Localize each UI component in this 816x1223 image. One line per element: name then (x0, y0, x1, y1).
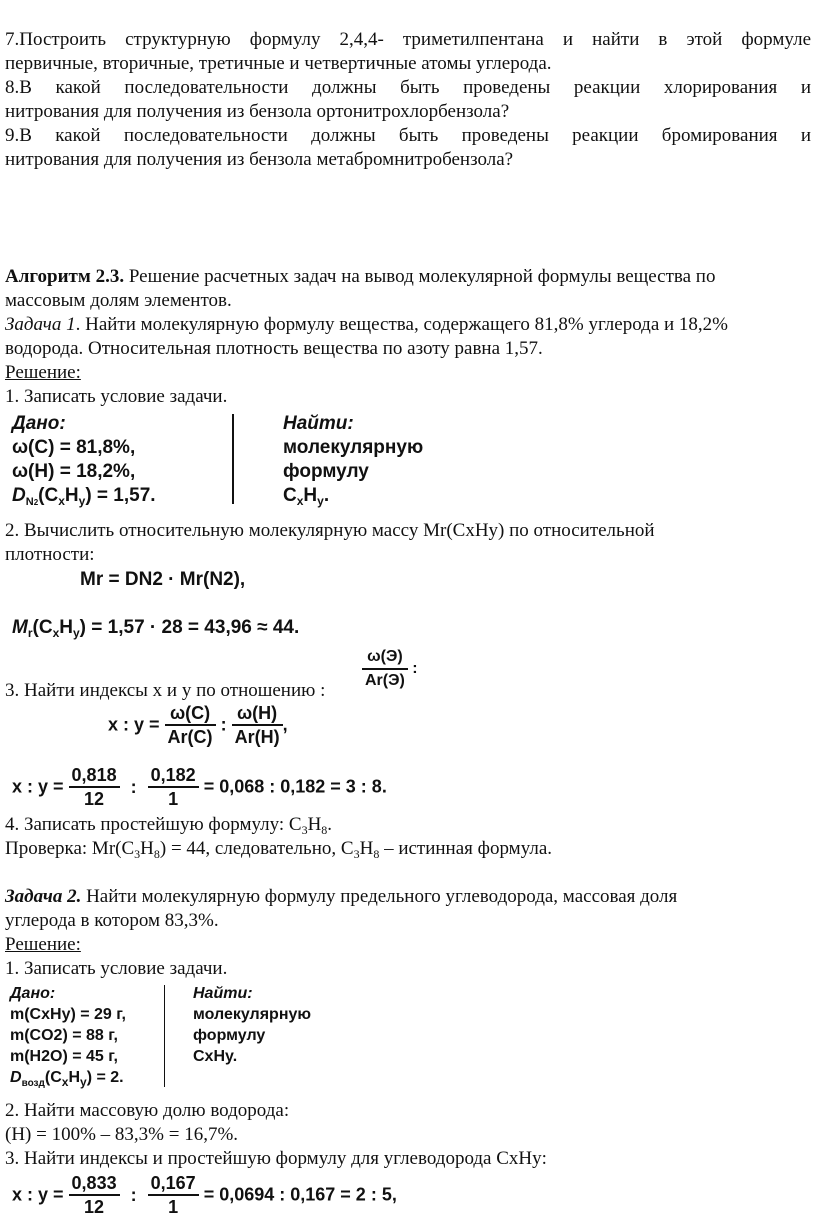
task2-calc-formula: x : y = $\frac{0,833}{12}$ : $\frac{0,167}{1}$ = 0,0694 : 0,167 = 2 : 5, (12, 1173, 397, 1217)
task1-find-2: формулу (283, 461, 369, 482)
task2-text-line1: Найти молекулярную формулу предельного углеводорода, массовая доля (81, 886, 678, 907)
task2-find-2: формулу (193, 1027, 266, 1044)
task1-step2-line2: плотности: (5, 544, 95, 565)
task2-text-line2: углерода в котором 83,3%. (5, 910, 219, 931)
task2-step2: 2. Найти массовую долю водорода: (5, 1100, 290, 1121)
task1-ratio: $\frac{\omega(Э)}{Ar(Э)}$ : (362, 646, 418, 692)
task2-step3: 3. Найти индексы и простейшую формулу для углеводорода CxHy: (5, 1148, 547, 1169)
question-9-line2: нитрования для получения из бензола метабромнитробензола? (5, 149, 514, 170)
task1-calc-formula: x : y = $\frac{0,818}{12}$ : $\frac{0,182}{1}$ = 0,068 : 0,182 = 3 : 8. (12, 765, 387, 809)
task2-statement (5, 885, 677, 909)
task1-given-2: ω(H) = 18,2%, (12, 461, 136, 482)
task1-text-line1: . Найти молекулярную формулу вещества, содержащего 81,8% углерода и 18,2% (75, 314, 728, 335)
task1-step3: 3. Найти индексы x и y по отношению : (5, 680, 326, 701)
task1-given-title: Дано: (12, 413, 66, 434)
task1-formula-mr-calc: $M_r(C_xH_y) = 1,57 \cdot 28 = 43,96 \approx 44$. (12, 617, 300, 640)
task2-divider (164, 985, 165, 1087)
task1-step1: 1. Записать условие задачи. (5, 386, 228, 407)
task1-label: Задача 1 (5, 314, 76, 335)
task2-solution-label: Решение: (5, 934, 81, 955)
task2-find-title: Найти: (193, 985, 253, 1002)
question-8-line1: 8.В какой последовательности должны быть проведены реакции хлорирования и (5, 77, 811, 98)
task1-check: Проверка: $Mr(C_3H_8) = 44$, следовательно, $C_3H_8$ – истинная формула. (5, 838, 553, 861)
algorithm-title-bold: Алгоритм 2.3. (5, 266, 125, 287)
task2-step1: 1. Записать условие задачи. (5, 958, 228, 979)
algorithm-title (5, 265, 715, 289)
task1-xy-formula: x : y = $\frac{\omega(C)}{Ar(C)}$ : $\frac{\omega(H)}{Ar(H)}$ , (108, 703, 288, 747)
task1-text-line2: водорода. Относительная плотность вещества по азоту равна 1,57. (5, 338, 543, 359)
question-7-line1: 7.Построить структурную формулу 2,4,4- триметилпентана и найти в этой формуле (5, 29, 811, 50)
task2-label: Задача 2. (5, 886, 82, 907)
algorithm-title-rest: Решение расчетных задач на вывод молекулярной формулы вещества по (124, 266, 716, 287)
task1-given-3: $D_{N2}(C_xH_y) = 1,57$. (12, 485, 156, 508)
task1-find-3: $C_xH_y$. (283, 485, 330, 508)
question-8-line2: нитрования для получения из бензола ортонитрохлорбензола? (5, 101, 510, 122)
task1-step2-line1: 2. Вычислить относительную молекулярную массу Mr(CxHy) по относительной (5, 520, 655, 541)
task2-find-3: CxHy. (193, 1048, 238, 1065)
task1-formula-mr: Mr = DN2 · Mr(N2), (80, 569, 246, 590)
task1-given-1: ω(C) = 81,8%, (12, 437, 136, 458)
task1-find-1: молекулярную (283, 437, 424, 458)
task1-step4: 4. Записать простейшую формулу: $C_3H_8$. (5, 814, 333, 837)
question-7-line2: первичные, вторичные, третичные и четвертичные атомы углерода. (5, 53, 552, 74)
task2-given-3: m(H2O) = 45 г, (10, 1048, 118, 1065)
task1-divider (232, 414, 234, 504)
task2-find-1: молекулярную (193, 1006, 312, 1023)
algorithm-title-line2: массовым долям элементов. (5, 290, 232, 311)
task2-given-title: Дано: (10, 985, 56, 1002)
task2-given-1: m(CxHy) = 29 г, (10, 1006, 126, 1023)
task2-given-4: $D_{возд}(C_xH_y) = 2$. (10, 1069, 124, 1089)
task1-find-title: Найти: (283, 413, 354, 434)
task1-solution-label: Решение: (5, 362, 81, 383)
task2-given-2: m(CO2) = 88 г, (10, 1027, 118, 1044)
question-9-line1: 9.В какой последовательности должны быть проведены реакции бромирования и (5, 125, 811, 146)
task1-statement (5, 313, 728, 337)
task2-step2-calc: (H) = 100% – 83,3% = 16,7%. (5, 1124, 239, 1145)
